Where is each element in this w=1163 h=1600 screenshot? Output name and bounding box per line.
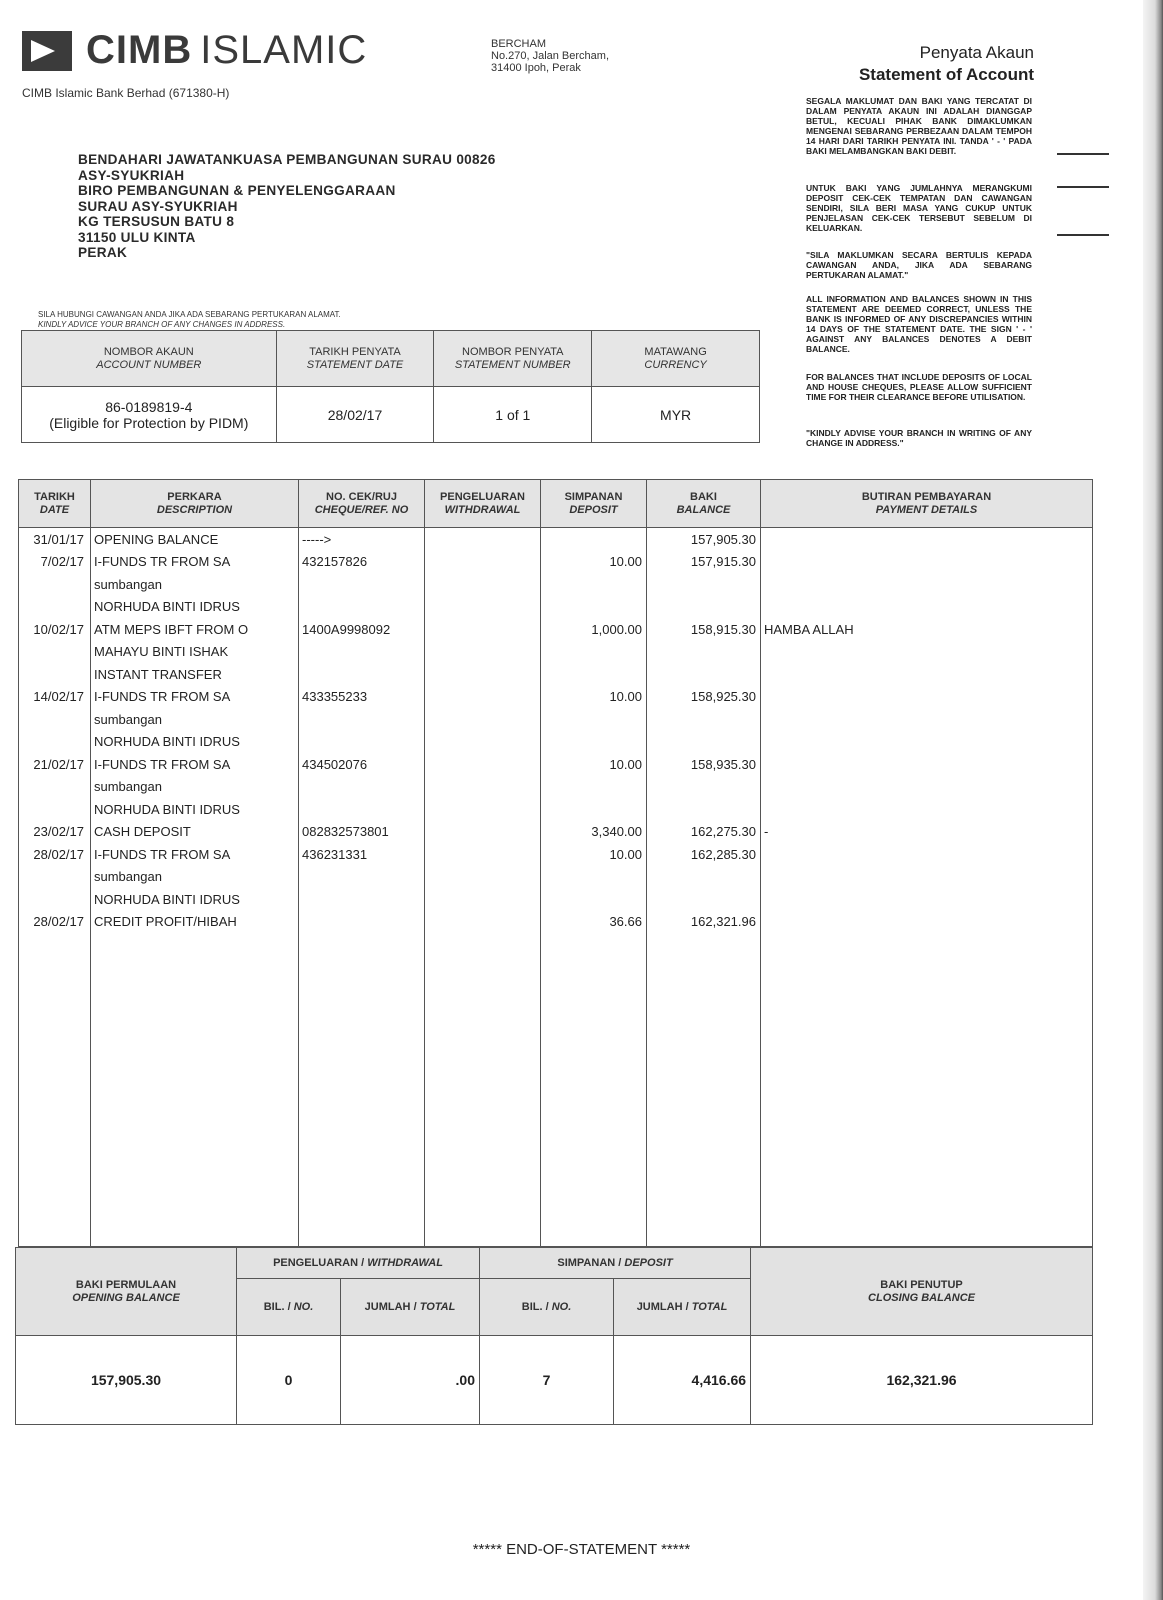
tx-withdrawal [425,686,541,709]
tx-description: CREDIT PROFIT/HIBAH [91,911,299,934]
tx-date: 23/02/17 [19,821,91,844]
tx-balance: 158,915.30 [647,618,761,641]
address-line: SURAU ASY-SYUKRIAH [78,198,238,214]
summary-table [15,1247,1093,1425]
table-row [19,641,1093,664]
tx-withdrawal [425,551,541,574]
statement-title [859,42,1034,86]
tx-withdrawal [425,573,541,596]
deposit-count-value: 7 [480,1336,614,1425]
table-row [19,573,1093,596]
statement-title-en: Statement of Account [858,65,1034,84]
tx-balance [647,731,761,754]
currency-header: MATAWANG CURRENCY [592,331,760,387]
tx-payment-details: HAMBA ALLAH [761,618,1093,641]
fold-mark [1057,153,1109,155]
tx-withdrawal [425,528,541,551]
statement-title-ms: Penyata Akaun [919,43,1034,62]
tx-balance [647,798,761,821]
tx-balance: 158,935.30 [647,753,761,776]
address-line: BIRO PEMBANGUNAN & PENYELENGGARAAN [78,183,396,198]
statement-number-header: NOMBOR PENYATA STATEMENT NUMBER [434,331,592,387]
tx-description: sumbangan [91,776,299,799]
tx-withdrawal [425,618,541,641]
currency: MYR [592,387,760,443]
tx-withdrawal [425,911,541,934]
tx-date [19,708,91,731]
table-row [19,821,1093,844]
col-withdrawal: PENGELUARAN WITHDRAWAL [425,480,541,528]
tx-description: OPENING BALANCE [91,528,299,551]
tx-balance [647,573,761,596]
empty-cell [299,933,425,1247]
tx-date: 31/01/17 [19,528,91,551]
tx-payment-details [761,641,1093,664]
tx-balance: 157,905.30 [647,528,761,551]
tx-withdrawal [425,641,541,664]
tx-withdrawal [425,843,541,866]
account-number-header: NOMBOR AKAUN ACCOUNT NUMBER [22,331,277,387]
tx-balance: 157,915.30 [647,551,761,574]
bank-legal-name: CIMB Islamic Bank Berhad (671380-H) [22,86,230,100]
tx-description: I-FUNDS TR FROM SA [91,686,299,709]
tx-payment-details [761,528,1093,551]
tx-date: 28/02/17 [19,843,91,866]
tx-description: sumbangan [91,866,299,889]
tx-reference [299,866,425,889]
tx-description: sumbangan [91,708,299,731]
tx-date [19,641,91,664]
tx-deposit: 10.00 [541,843,647,866]
statement-number: 1 of 1 [434,387,592,443]
deposit-count-label: BIL. / NO. [480,1279,614,1336]
tx-deposit [541,528,647,551]
tx-withdrawal [425,596,541,619]
table-row [19,843,1093,866]
tx-reference [299,596,425,619]
tx-description: I-FUNDS TR FROM SA [91,843,299,866]
col-description: PERKARA DESCRIPTION [91,480,299,528]
notice-en-1: ALL INFORMATION AND BALANCES SHOWN IN THIS STATEMENT ARE DEEMED CORRECT, UNLESS THE BANK IS INFORMED OF ANY DISCREPANCIES WITHIN 14 DAYS OF THE STATEMENT DATE. THE SIGN ' - ' AGAINST ANY BALANCES DENOTES A DEBIT BALANCE. [806,294,1032,354]
col-payment-details: BUTIRAN PEMBAYARAN PAYMENT DETAILS [761,480,1093,528]
tx-payment-details [761,686,1093,709]
address-line: ASY-SYUKRIAH [78,167,185,183]
tx-withdrawal [425,708,541,731]
tx-balance: 162,275.30 [647,821,761,844]
tx-reference [299,888,425,911]
deposit-group-label: SIMPANAN / DEPOSIT [480,1248,751,1279]
opening-balance-label: BAKI PERMULAAN OPENING BALANCE [16,1248,237,1336]
notice-ms-1: SEGALA MAKLUMAT DAN BAKI YANG TERCATAT DI DALAM PENYATA AKAUN INI ADALAH DIANGGAP BETUL, KECUALI PIHAK BANK DIMAKLUMKAN MENGENAI SEBARANG PERBEZAAN DALAM TEMPOH 14 HARI DARI TARIKH PENYATA INI. TANDA ' - ' PADA BAKI MELAMBANGKAN BAKI DEBIT. [806,96,1032,156]
tx-description: ATM MEPS IBFT FROM O [91,618,299,641]
empty-cell [761,933,1093,1247]
tx-deposit [541,708,647,731]
tx-withdrawal [425,731,541,754]
tx-reference [299,708,425,731]
branch-line: No.270, Jalan Bercham, [491,50,610,62]
tx-date: 7/02/17 [19,551,91,574]
tx-reference: 082832573801 [299,821,425,844]
tx-balance [647,866,761,889]
cimb-logo-icon [22,31,72,71]
cimb-islamic-logo [22,28,367,73]
tx-date [19,573,91,596]
tx-reference [299,731,425,754]
notice-en-2: FOR BALANCES THAT INCLUDE DEPOSITS OF LOCAL AND HOUSE CHEQUES, PLEASE ALLOW SUFFICIENT TIME FOR THEIR CLEARANCE BEFORE UTILISATION. [806,372,1032,402]
table-row [19,731,1093,754]
branch-line: BERCHAM [491,38,547,50]
tx-balance: 162,285.30 [647,843,761,866]
tx-balance [647,776,761,799]
tx-date [19,776,91,799]
branch-line: 31400 Ipoh, Perak [491,62,581,74]
table-row [19,888,1093,911]
tx-deposit [541,596,647,619]
address-line: PERAK [78,245,128,260]
col-deposit: SIMPANAN DEPOSIT [541,480,647,528]
empty-cell [91,933,299,1247]
notice-en-3: "KINDLY ADVISE YOUR BRANCH IN WRITING OF ANY CHANGE IN ADDRESS." [806,428,1032,448]
tx-withdrawal [425,821,541,844]
withdrawal-total-label: JUMLAH / TOTAL [341,1279,480,1336]
tx-payment-details [761,911,1093,934]
tx-date [19,596,91,619]
tx-payment-details [761,663,1093,686]
tx-date [19,866,91,889]
tx-description: sumbangan [91,573,299,596]
tx-date: 28/02/17 [19,911,91,934]
table-row [19,663,1093,686]
tx-withdrawal [425,776,541,799]
opening-balance-value: 157,905.30 [16,1336,237,1425]
tx-balance [647,888,761,911]
tx-deposit: 1,000.00 [541,618,647,641]
tx-reference [299,641,425,664]
tx-withdrawal [425,753,541,776]
logo-word-thin: ISLAMIC [200,28,368,72]
closing-balance-value: 162,321.96 [751,1336,1093,1425]
table-row [19,551,1093,574]
tx-deposit [541,641,647,664]
empty-cell [647,933,761,1247]
branch-address [491,38,609,74]
tx-description: I-FUNDS TR FROM SA [91,551,299,574]
customer-address [78,152,496,261]
fold-mark [1057,234,1109,236]
table-row [19,866,1093,889]
tx-payment-details [761,798,1093,821]
table-row [19,596,1093,619]
pidm-note: (Eligible for Protection by PIDM) [49,414,249,431]
account-info-table [21,330,760,443]
tx-payment-details: - [761,821,1093,844]
tx-reference [299,663,425,686]
tx-deposit: 36.66 [541,911,647,934]
col-date: TARIKH DATE [19,480,91,528]
transactions-table [18,479,1093,1247]
tx-reference [299,911,425,934]
fold-mark [1057,186,1109,188]
tx-reference [299,776,425,799]
tx-date: 14/02/17 [19,686,91,709]
tx-reference: 1400A9998092 [299,618,425,641]
tx-date [19,731,91,754]
deposit-total-label: JUMLAH / TOTAL [614,1279,751,1336]
address-line: BENDAHARI JAWATANKUASA PEMBANGUNAN SURAU 00826 [78,152,496,167]
empty-cell [425,933,541,1247]
tx-description: CASH DEPOSIT [91,821,299,844]
table-row [19,528,1093,551]
tx-deposit [541,866,647,889]
tx-description: NORHUDA BINTI IDRUS [91,888,299,911]
statement-date: 28/02/17 [276,387,434,443]
tx-deposit [541,573,647,596]
tx-reference [299,573,425,596]
tx-deposit: 10.00 [541,753,647,776]
deposit-total-value: 4,416.66 [614,1336,751,1425]
tx-withdrawal [425,866,541,889]
tx-reference: 434502076 [299,753,425,776]
tx-payment-details [761,708,1093,731]
statement-date-header: TARIKH PENYATA STATEMENT DATE [276,331,434,387]
tx-reference [299,798,425,821]
tx-payment-details [761,776,1093,799]
table-filler-row [19,933,1093,1247]
table-row [19,686,1093,709]
withdrawal-count-label: BIL. / NO. [237,1279,341,1336]
table-row [19,798,1093,821]
tx-deposit [541,663,647,686]
tx-payment-details [761,596,1093,619]
tx-balance [647,641,761,664]
tx-payment-details [761,888,1093,911]
tx-balance: 162,321.96 [647,911,761,934]
table-row [19,911,1093,934]
empty-cell [541,933,647,1247]
tx-date: 21/02/17 [19,753,91,776]
tx-deposit [541,888,647,911]
address-change-advice [38,310,341,329]
tx-deposit [541,731,647,754]
tx-description: NORHUDA BINTI IDRUS [91,731,299,754]
tx-deposit: 10.00 [541,686,647,709]
tx-withdrawal [425,798,541,821]
table-row [19,708,1093,731]
tx-deposit: 3,340.00 [541,821,647,844]
tx-withdrawal [425,663,541,686]
tx-deposit: 10.00 [541,551,647,574]
withdrawal-total-value: .00 [341,1336,480,1425]
logo-word-bold: CIMB [86,28,193,72]
notice-ms-3: "SILA MAKLUMKAN SECARA BERTULIS KEPADA CAWANGAN ANDA, JIKA ADA SEBARANG PERTUKARAN ALAMAT." [806,250,1032,280]
tx-reference: 433355233 [299,686,425,709]
scan-edge [1143,0,1163,1600]
tx-date [19,888,91,911]
tx-description: NORHUDA BINTI IDRUS [91,596,299,619]
end-of-statement: ***** END-OF-STATEMENT ***** [472,1541,691,1558]
tx-balance [647,708,761,731]
tx-balance [647,663,761,686]
tx-withdrawal [425,888,541,911]
tx-date [19,663,91,686]
tx-reference: 432157826 [299,551,425,574]
tx-payment-details [761,573,1093,596]
tx-date [19,798,91,821]
tx-deposit [541,776,647,799]
notice-ms-2: UNTUK BAKI YANG JUMLAHNYA MERANGKUMI DEPOSIT CEK-CEK TEMPATAN DAN CAWANGAN SENDIRI, SILA BERI MASA YANG CUKUP UNTUK PENJELASAN CEK-CEK TERSEBUT SEBELUM DI KELUARKAN. [806,183,1032,233]
tx-description: INSTANT TRANSFER [91,663,299,686]
closing-balance-label: BAKI PENUTUP CLOSING BALANCE [751,1248,1093,1336]
empty-cell [19,933,91,1247]
tx-deposit [541,798,647,821]
tx-payment-details [761,866,1093,889]
tx-balance: 158,925.30 [647,686,761,709]
tx-description: I-FUNDS TR FROM SA [91,753,299,776]
col-reference: NO. CEK/RUJ CHEQUE/REF. NO [299,480,425,528]
col-balance: BAKI BALANCE [647,480,761,528]
table-row [19,618,1093,641]
withdrawal-group-label: PENGELUARAN / WITHDRAWAL [237,1248,480,1279]
tx-payment-details [761,731,1093,754]
account-number: 86-0189819-4 (Eligible for Protection by PIDM) [22,387,277,443]
advice-en: KINDLY ADVICE YOUR BRANCH OF ANY CHANGES IN ADDRESS. [38,319,286,329]
advice-ms: SILA HUBUNGI CAWANGAN ANDA JIKA ADA SEBARANG PERTUKARAN ALAMAT. [38,310,341,319]
tx-balance [647,596,761,619]
tx-description: MAHAYU BINTI ISHAK [91,641,299,664]
transactions-body [19,528,1093,1247]
tx-description: NORHUDA BINTI IDRUS [91,798,299,821]
address-line: KG TERSUSUN BATU 8 [78,214,235,229]
tx-payment-details [761,753,1093,776]
tx-payment-details [761,551,1093,574]
address-line: 31150 ULU KINTA [78,229,196,245]
table-row [19,753,1093,776]
tx-reference: 436231331 [299,843,425,866]
withdrawal-count-value: 0 [237,1336,341,1425]
tx-date: 10/02/17 [19,618,91,641]
tx-reference: -----> [299,528,425,551]
tx-payment-details [761,843,1093,866]
table-row [19,776,1093,799]
